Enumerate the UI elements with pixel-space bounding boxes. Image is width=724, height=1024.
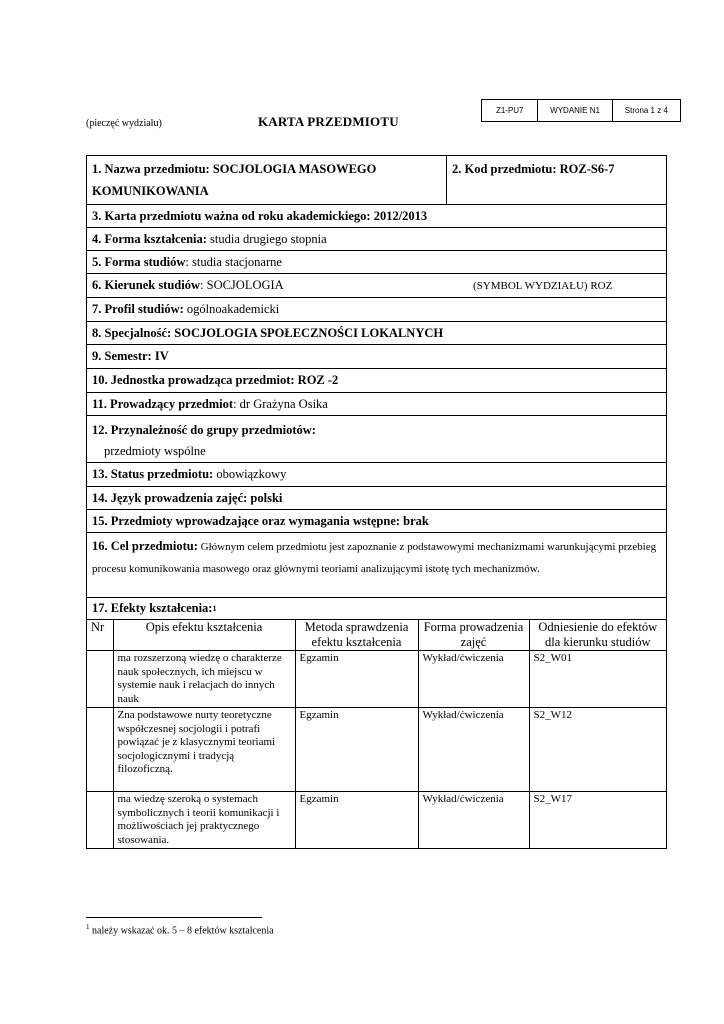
document-edition: WYDANIE N1 xyxy=(538,100,612,121)
study-form-value: : studia stacjonarne xyxy=(185,254,282,269)
row-form: Wykład/ćwiczenia xyxy=(418,708,529,792)
education-form-row xyxy=(87,228,666,251)
field-of-study-value: : SOCJOLOGIA xyxy=(200,278,284,292)
row-method: Egzamin xyxy=(295,651,418,708)
education-form-label: 4. Forma kształcenia: xyxy=(92,231,207,246)
language-label: 14. Język prowadzenia zajęć: polski xyxy=(92,490,283,505)
page-title: KARTA PRZEDMIOTU xyxy=(258,114,399,129)
row-description: ma rozszerzoną wiedzę o charakterze nauk społecznych, ich miejscu w systemie nauk i relacjach do innych nauk xyxy=(113,651,295,708)
lecturer-row xyxy=(87,393,666,416)
field-of-study-row xyxy=(87,274,666,298)
study-profile-row xyxy=(87,298,666,322)
lecturer-label: 11. Prowadzący przedmiot xyxy=(92,396,234,411)
course-goal-row xyxy=(87,533,666,598)
prerequisites-row xyxy=(87,510,666,533)
col-header-reference: Odniesienie do efektów dla kierunku studiów xyxy=(529,620,666,651)
course-code-cell xyxy=(447,156,620,204)
field-of-study-label: 6. Kierunek studiów xyxy=(92,278,201,292)
specialization-label: 8. Specjalność: SOCJOLOGIA SPOŁECZNOŚCI LOKALNYCH xyxy=(92,325,444,340)
learning-outcomes-title-row xyxy=(87,598,666,620)
education-form-value: studia drugiego stopnia xyxy=(206,231,327,246)
row-reference: S2_W17 xyxy=(529,792,666,849)
learning-outcomes-header-row xyxy=(87,620,666,651)
row-reference: S2_W12 xyxy=(529,708,666,792)
study-profile-value: ogólnoakademicki xyxy=(183,302,280,316)
course-group-label: 12. Przynależność do grupy przedmiotów: xyxy=(92,423,316,437)
study-profile-label: 7. Profil studiów: xyxy=(92,302,184,316)
semester-row xyxy=(87,345,666,369)
course-group-row xyxy=(87,416,666,463)
table-row xyxy=(87,792,666,849)
row-form: Wykład/ćwiczenia xyxy=(418,792,529,849)
unit-label: 10. Jednostka prowadząca przedmiot: ROZ -2 xyxy=(92,373,339,387)
language-row xyxy=(87,487,666,510)
row-nr xyxy=(87,792,113,849)
row-nr xyxy=(87,651,113,708)
row-description: Zna podstawowe nurty teoretyczne współczesnej socjologii i potrafi powiązać je z klasycznymi teoriami socjologicznymi i tradycją filozoficzną. xyxy=(113,708,295,792)
footnote-text: należy wskazać ok. 5 – 8 efektów kształcenia xyxy=(89,925,274,937)
footnote-separator xyxy=(86,917,262,918)
course-goal-label: 16. Cel przedmiotu: xyxy=(92,539,198,553)
course-name-label: 1. Nazwa przedmiotu: SOCJOLOGIA MASOWEGO xyxy=(92,162,377,176)
row-form: Wykład/ćwiczenia xyxy=(418,651,529,708)
specialization-row xyxy=(87,322,666,345)
table-row xyxy=(87,708,666,792)
col-header-description: Opis efektu kształcenia xyxy=(113,620,295,651)
course-status-value: obowiązkowy xyxy=(213,467,287,481)
validity-label: 3. Karta przedmiotu ważna od roku akademickiego: 2012/2013 xyxy=(92,208,428,223)
learning-outcomes-table xyxy=(87,620,666,848)
footnote-mark: 1 xyxy=(86,923,90,931)
document-header-box xyxy=(481,99,681,122)
course-code-label: 2. Kod przedmiotu: ROZ-S6-7 xyxy=(452,162,615,176)
course-status-label: 13. Status przedmiotu: xyxy=(92,467,214,481)
learning-outcomes-container xyxy=(87,620,666,848)
semester-label: 9. Semestr: IV xyxy=(92,349,169,363)
faculty-stamp-label: (pieczęć wydziału) xyxy=(86,118,162,129)
row-nr xyxy=(87,708,113,792)
lecturer-value: : dr Grażyna Osika xyxy=(233,396,328,411)
learning-outcomes-label: 17. Efekty kształcenia: xyxy=(92,601,213,615)
course-goal-value: Głównym celem przedmiotu jest zapoznanie z podstawowymi mechanizmami warunkującymi przebieg procesu komunikowania masowego oraz głównymi teoriami analizującymi istotę tych mechanizmów. xyxy=(92,541,659,575)
col-header-method: Metoda sprawdzenia efektu kształcenia xyxy=(295,620,418,651)
course-group-value: przedmioty wspólne xyxy=(104,444,206,458)
validity-row xyxy=(87,205,666,228)
row-description: ma wiedzę szeroką o systemach symbolicznych i teorii komunikacji i możliwościach jej praktycznego stosowania. xyxy=(113,792,295,849)
prerequisites-label: 15. Przedmioty wprowadzające oraz wymagania wstępne: brak xyxy=(92,513,429,528)
table-row xyxy=(87,651,666,708)
unit-row xyxy=(87,369,666,393)
col-header-nr: Nr xyxy=(87,620,113,651)
footnote-ref: 1 xyxy=(212,604,217,613)
course-name-row xyxy=(87,156,666,205)
row-method: Egzamin xyxy=(295,792,418,849)
document-code: Z1-PU7 xyxy=(482,100,538,121)
footnote xyxy=(86,923,274,936)
course-card-table xyxy=(86,155,667,849)
study-form-label: 5. Forma studiów xyxy=(92,254,186,269)
faculty-symbol: (SYMBOL WYDZIAŁU) ROZ xyxy=(473,279,613,292)
study-form-row xyxy=(87,251,666,274)
row-method: Egzamin xyxy=(295,708,418,792)
col-header-form: Forma prowadzenia zajęć xyxy=(418,620,529,651)
course-status-row xyxy=(87,463,666,487)
row-reference: S2_W01 xyxy=(529,651,666,708)
page-indicator: Strona 1 z 4 xyxy=(624,106,668,115)
course-name-cell xyxy=(87,156,447,204)
course-name-label-cont: KOMUNIKOWANIA xyxy=(92,184,209,198)
